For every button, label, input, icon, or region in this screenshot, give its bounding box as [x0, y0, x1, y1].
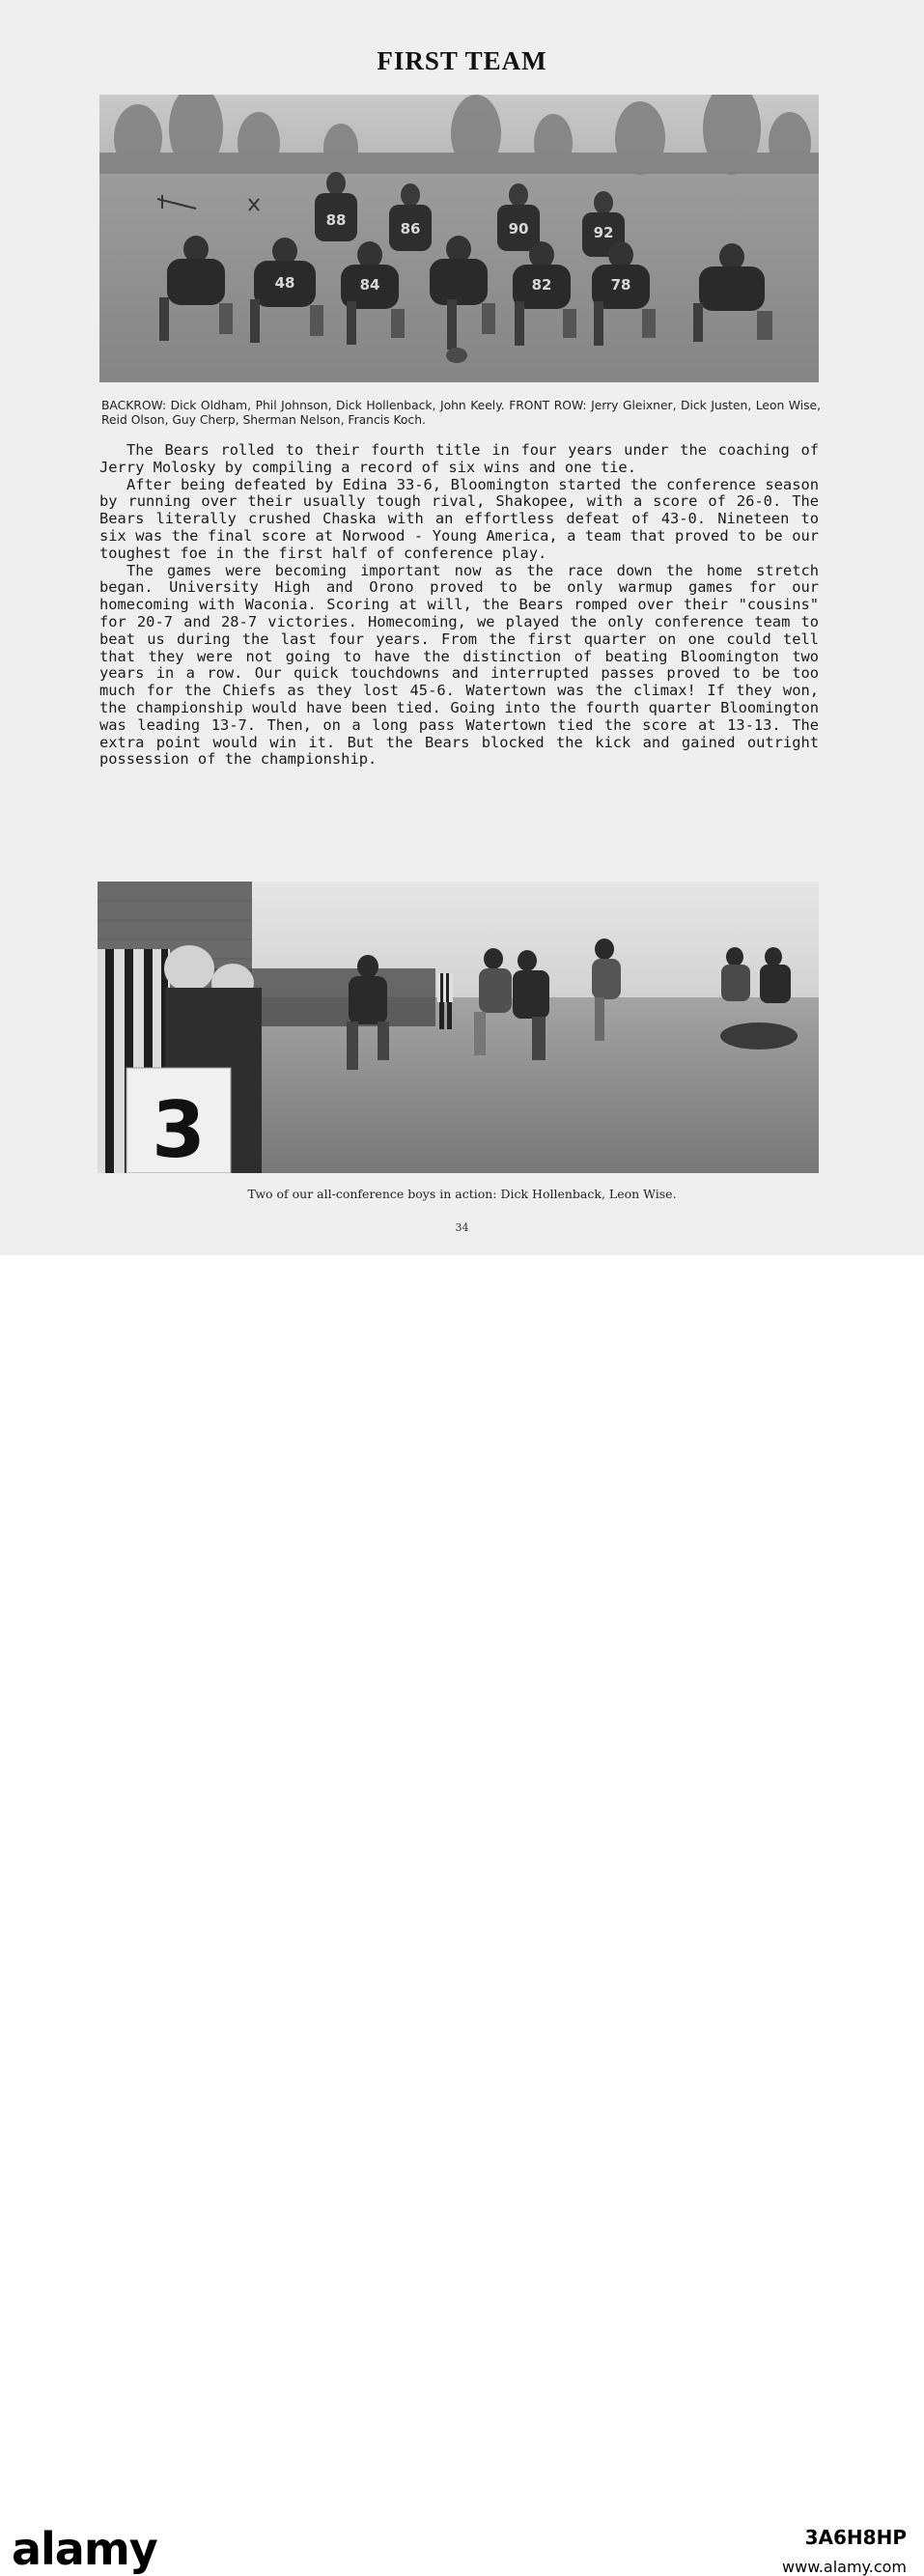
paragraph: After being defeated by Edina 33-6, Bloomington started the conference season by running over their usually tough rival, Shakopee, with a score of 26-0. The Bears literally crushed Chaska with an effortless defeat of 43-0. Nineteen to six was the final score at Norwood - Young America, a team that proved to be our toughest foe in the first half of conference play.: [99, 475, 819, 562]
jersey-number: 92: [593, 224, 614, 241]
watermark-banner: [0, 1255, 924, 2576]
jersey-number: 86: [400, 220, 421, 238]
team-photo: [99, 95, 819, 382]
page-number: 34: [455, 1221, 469, 1234]
down-marker-number: 3: [152, 1085, 206, 1173]
jersey-number: 90: [508, 220, 529, 238]
jersey-number: 84: [359, 276, 380, 294]
yearbook-page: [0, 0, 924, 1255]
team-photo-caption: BACKROW: Dick Oldham, Phil Johnson, Dick Hollenback, John Keely. FRONT ROW: Jerry Gleixner, Dick Justen, Leon Wise, Reid Olson, Guy Cherp, Sherman Nelson, Francis Koch.: [101, 399, 821, 427]
jersey-number: 88: [325, 211, 347, 229]
article-body: [99, 442, 819, 769]
action-photo-caption: Two of our all-conference boys in action: Dick Hollenback, Leon Wise.: [247, 1187, 677, 1201]
action-photo: [98, 882, 819, 1173]
jersey-number: 78: [610, 276, 631, 294]
page-title: FIRST TEAM: [377, 46, 547, 75]
paragraph: The games were becoming important now as the race down the home stretch began. University High and Orono proved to be only warmup games for our homecoming with Waconia. Scoring at will, the Bears romped over their "cousins" for 20-7 and 28-7 victories. Homecoming, we played the only conference team to beat us during the last four years. From the first quarter on one could tell that they were not going to have the distinction of beating Bloomington two years in a row. Our quick touchdowns and interrupted passes proved to be too much for the Chiefs as they lost 45-6. Watertown was the climax! If they won, the championship would have been tied. Going into the fourth quarter Bloomington was leading 13-7. Then, on a long pass Watertown tied the score at 13-13. The extra point would win it. But the Bears blocked the kick and gained outright possession of the championship.: [99, 561, 819, 769]
jersey-number: 48: [274, 274, 295, 292]
watermark-url: www.alamy.com: [782, 2558, 907, 2576]
watermark-image-id: 3A6H8HP: [804, 2526, 907, 2549]
watermark-logo: alamy: [12, 2523, 157, 2575]
paragraph: The Bears rolled to their fourth title in four years under the coaching of Jerry Molosky by compiling a record of six wins and one tie.: [99, 441, 819, 476]
jersey-number: 82: [531, 276, 552, 294]
